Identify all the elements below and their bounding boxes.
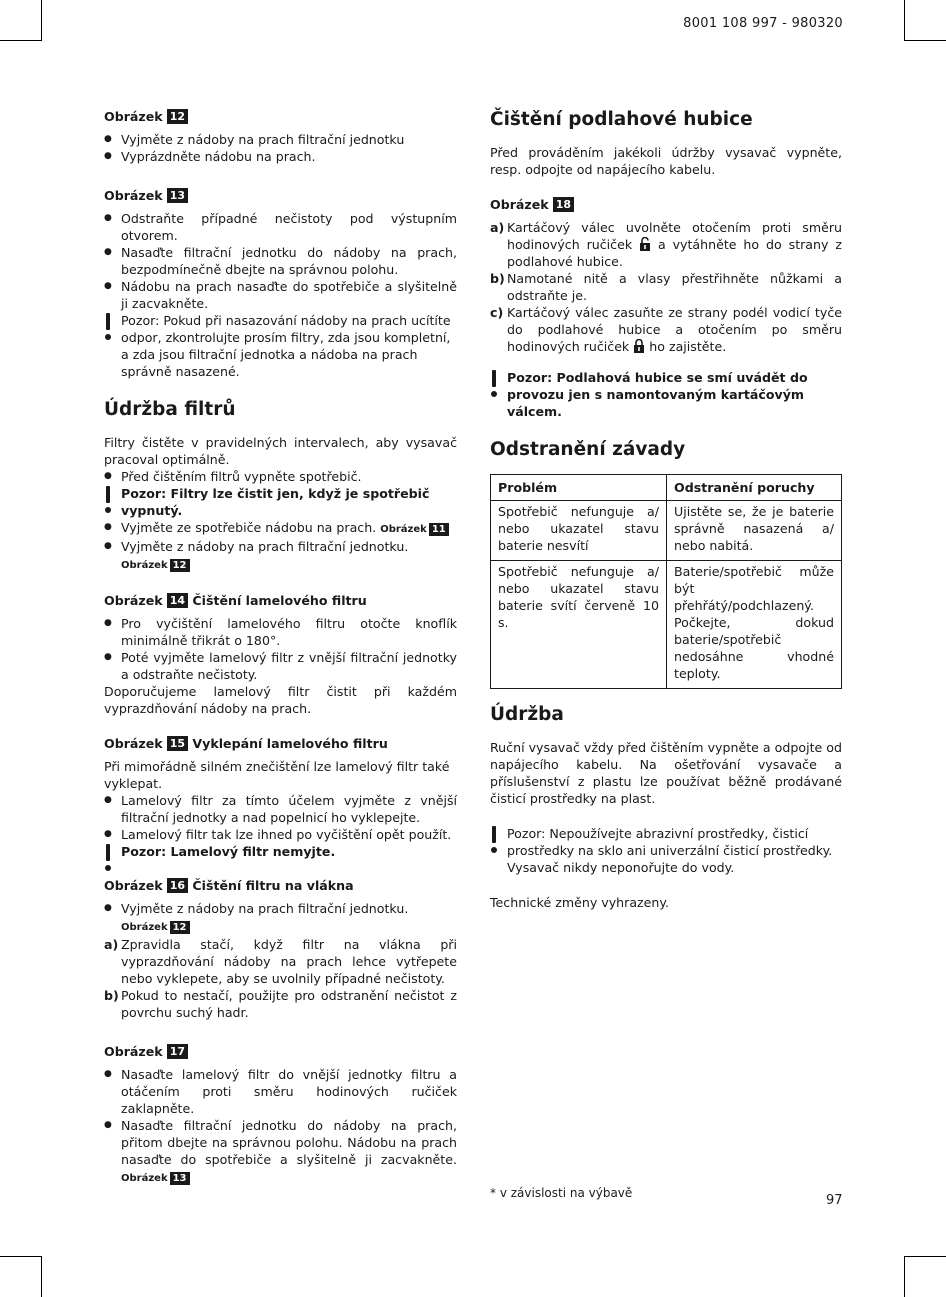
list-item: ● Pro vyčištění lamelového filtru otočte knoflík minimálně třikrát o 180°. — [104, 615, 457, 649]
crop-mark — [904, 1256, 905, 1297]
figure-14-heading: Obrázek 14 Čištění lamelového filtru — [104, 593, 367, 608]
paragraph: Filtry čistěte v pravidelných intervalech, aby vysavač pracoval optimálně. — [104, 435, 457, 467]
list-item: ● Vyjměte z nádoby na prach filtrační jednotku. Obrázek 12 — [104, 538, 457, 574]
crop-mark — [0, 1256, 41, 1257]
figure-reference: Obrázek 12 — [121, 560, 190, 571]
page-number: 97 — [826, 1193, 843, 1208]
figure-15-list — [104, 792, 457, 843]
crop-mark — [0, 40, 41, 41]
column-header: Problém — [491, 475, 667, 501]
table-cell: Ujistěte se, že je baterie správně nasazená a/ nebo nabitá. — [667, 501, 842, 561]
paragraph: Ruční vysavač vždy před čištěním vypněte a odpojte od napájecího kabelu. Na ošetřování vysavače a příslušenství z plastu lze používat běžně prodávané čisticí prostředky na plast. — [490, 740, 842, 806]
list-item: ● Před čištěním filtrů vypněte spotřebič. — [104, 468, 457, 485]
figure-number-badge: 13 — [167, 188, 188, 203]
list-item: ● Vyprázdněte nádobu na prach. — [104, 148, 457, 165]
table-header-row — [491, 475, 842, 501]
crop-mark — [41, 0, 42, 41]
paragraph: Doporučujeme lamelový filtr čistit při každém vyprazdňování nádoby na prach. — [104, 684, 457, 716]
section-heading-maintenance: Údržba — [490, 704, 564, 725]
crop-mark — [41, 1256, 42, 1297]
warning-note: Pozor: Podlahová hubice se smí uvádět do provozu jen s namontovaným kartáčovým válcem. — [490, 369, 842, 420]
warning-exclamation-icon — [104, 844, 114, 878]
figure-number-badge: 16 — [167, 878, 188, 893]
filters-list-2 — [104, 519, 457, 574]
table-cell: Baterie/spotřebič může být přehřátý/podchlazený. Počkejte, dokud baterie/spotřebič nedosáhne vhodné teploty. — [667, 561, 842, 689]
warning-exclamation-icon — [490, 826, 500, 860]
crop-mark — [904, 0, 905, 41]
figure-12-list — [104, 131, 457, 165]
figure-16-list — [104, 900, 457, 936]
figure-reference: Obrázek 12 — [121, 922, 190, 933]
warning-note: Pozor: Pokud při nasazování nádoby na prach ucítíte odpor, zkontrolujte prosím filtry, zda jsou kompletní, a zda jsou filtrační jednotka a nádoba na prach správně nasazené. — [104, 312, 457, 380]
warning-note: Pozor: Lamelový filtr nemyjte. — [104, 843, 457, 871]
nozzle-steps — [490, 219, 842, 355]
list-item: ● Vyjměte z nádoby na prach filtrační jednotku. Obrázek 12 — [104, 900, 457, 936]
right-column — [490, 108, 842, 911]
figure-12-heading: Obrázek 12 — [104, 108, 457, 125]
figure-16-steps — [104, 936, 457, 1021]
lock-open-icon — [639, 237, 651, 251]
paragraph: Technické změny vyhrazeny. — [490, 895, 670, 910]
faults-table — [490, 474, 842, 689]
table-row — [491, 561, 842, 689]
warning-note: Pozor: Nepoužívejte abrazivní prostředky, čisticí prostředky na sklo ani univerzální čisticí prostředky. Vysavač nikdy neponořujte do vody. — [490, 825, 842, 876]
step-item: a) Kartáčový válec uvolněte otočením proti směru hodinových ručiček a vytáhněte ho do strany z podlahové hubice. — [490, 220, 842, 269]
column-header: Odstranění poruchy — [667, 475, 842, 501]
figure-13-heading: Obrázek 13 — [104, 187, 457, 204]
document-number: 8001 108 997 - 980320 — [683, 16, 843, 31]
paragraph: Při mimořádně silném znečištění lze lamelový filtr také vyklepat. — [104, 759, 450, 791]
figure-15-heading: Obrázek 15 Vyklepání lamelového filtru — [104, 736, 388, 751]
figure-17-list — [104, 1066, 457, 1187]
crop-mark — [905, 40, 946, 41]
figure-number-badge: 15 — [167, 736, 188, 751]
paragraph: Před prováděním jakékoli údržby vysavač vypněte, resp. odpojte od napájecího kabelu. — [490, 145, 842, 177]
step-item: c) Kartáčový válec zasuňte ze strany podél vodicí tyče do podlahové hubice a otočením po směru hodinových ručiček ho zajistěte. — [490, 305, 842, 354]
list-item: ● Vyjměte z nádoby na prach filtrační jednotku — [104, 131, 457, 148]
figure-number-badge: 14 — [167, 593, 188, 608]
footnote: * v závislosti na výbavě — [490, 1186, 633, 1200]
left-column — [104, 108, 457, 1187]
warning-exclamation-icon — [104, 313, 114, 347]
figure-number-badge: 18 — [553, 197, 574, 212]
table-cell: Spotřebič nefunguje a/ nebo ukazatel stavu baterie svítí červeně 10 s. — [491, 561, 667, 689]
lock-closed-icon — [633, 339, 645, 353]
warning-exclamation-icon — [104, 486, 114, 520]
list-item: ● Nasaďte lamelový filtr do vnější jednotky filtru a otáčením proti směru hodinových ručiček zaklapněte. — [104, 1066, 457, 1117]
list-item: ● Poté vyjměte lamelový filtr z vnější filtrační jednotky a odstraňte nečistoty. — [104, 649, 457, 683]
step-item: a) Zpravidla stačí, když filtr na vlákna při vyprazdňování nádoby na prach lehce vytřepete nebo vyklepete, aby se uvolnily případné nečistoty. — [104, 937, 457, 986]
figure-17-heading: Obrázek 17 — [104, 1043, 457, 1060]
list-item: ● Nasaďte filtrační jednotku do nádoby na prach, přitom dbejte na správnou polohu. Nádobu na prach nasaďte do spotřebiče a slyšitelně ji zacvakněte. Obrázek 13 — [104, 1117, 457, 1187]
figure-13-list — [104, 210, 457, 312]
crop-mark — [905, 1256, 946, 1257]
list-item: ● Nádobu na prach nasaďte do spotřebiče a slyšitelně ji zacvakněte. — [104, 278, 457, 312]
figure-reference: Obrázek 13 — [121, 1173, 190, 1184]
list-item: ● Lamelový filtr za tímto účelem vyjměte z vnější filtrační jednotky a nad popelnicí ho vyklepejte. — [104, 792, 457, 826]
list-item: ● Lamelový filtr tak lze ihned po vyčištění opět použít. — [104, 826, 457, 843]
filters-list — [104, 468, 457, 485]
step-item: b) Pokud to nestačí, použijte pro odstranění nečistot z povrchu suchý hadr. — [104, 988, 457, 1020]
figure-18-heading: Obrázek 18 — [490, 196, 842, 213]
list-item: ● Vyjměte ze spotřebiče nádobu na prach. Obrázek 11 — [104, 519, 457, 538]
figure-16-heading: Obrázek 16 Čištění filtru na vlákna — [104, 878, 354, 893]
table-row — [491, 501, 842, 561]
section-heading-nozzle: Čištění podlahové hubice — [490, 109, 753, 130]
table-cell: Spotřebič nefunguje a/ nebo ukazatel stavu baterie nesvítí — [491, 501, 667, 561]
figure-number-badge: 17 — [167, 1044, 188, 1059]
figure-number-badge: 12 — [167, 109, 188, 124]
section-heading-filters: Údržba filtrů — [104, 399, 236, 420]
section-heading-faults: Odstranění závady — [490, 439, 686, 460]
warning-exclamation-icon — [490, 370, 500, 404]
figure-reference: Obrázek 11 — [380, 524, 449, 535]
list-item: ● Nasaďte filtrační jednotku do nádoby na prach, bezpodmínečně dbejte na správnou polohu. — [104, 244, 457, 278]
figure-14-list — [104, 615, 457, 683]
warning-note: Pozor: Filtry lze čistit jen, když je spotřebič vypnutý. — [104, 485, 457, 519]
list-item: ● Odstraňte případné nečistoty pod výstupním otvorem. — [104, 210, 457, 244]
step-item: b) Namotané nitě a vlasy přestřihněte nůžkami a odstraňte je. — [490, 271, 842, 303]
